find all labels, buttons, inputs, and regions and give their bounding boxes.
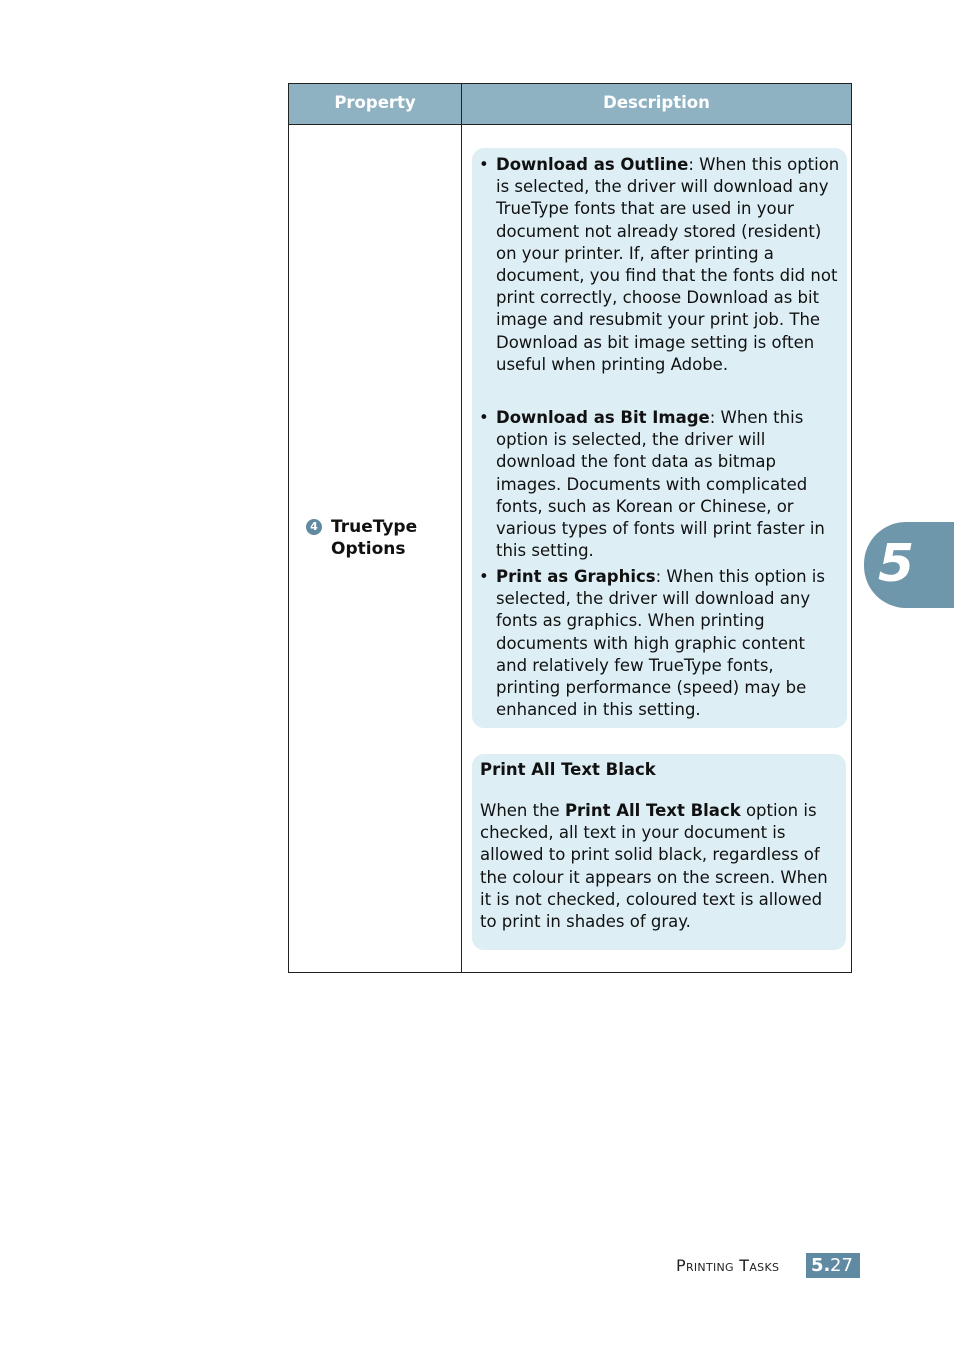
property-table [288, 83, 852, 973]
box-body [480, 800, 840, 933]
header-property: Property [334, 93, 416, 112]
body-bold: Print All Text Black [564, 801, 741, 820]
option-text: : When this option is selected, the driver will download the font data as bitmap images. Documents with complicated fonts, such as Korean or Chinese, or various types of fonts will print faster in this setting. [496, 408, 825, 561]
option-text: : When this option is selected, the driver will download any TrueType fonts that are used in your document not already stored (resident) on your printer. If, after printing a document, you find that the fonts did not print correctly, choose Download as bit image and resubmit your print job. The Download as bit image setting is often useful when printing Adobe. [496, 155, 840, 374]
option-text: : When this option is selected, the driver will download any fonts as graphics. When printing documents with high graphic content and relatively few TrueType fonts, printing performance (speed) may be enhanced in this setting. [496, 567, 825, 720]
bullet: • [479, 408, 489, 427]
number-badge: 4 [306, 519, 322, 535]
option-name: Download as Outline [496, 155, 689, 174]
option-print-as-graphics [479, 566, 841, 721]
box-title: Print All Text Black [480, 760, 656, 779]
print-all-text-black-box [472, 754, 846, 950]
footer-section: Printing Tasks [676, 1256, 780, 1275]
option-download-as-outline [479, 154, 841, 376]
option-download-as-bit-image [479, 407, 841, 562]
page-number [806, 1253, 860, 1278]
font-options-box [472, 148, 847, 728]
property-name: TrueType Options [331, 517, 418, 559]
bullet: • [479, 567, 489, 586]
header-description: Description [603, 93, 710, 112]
option-name: Download as Bit Image [496, 408, 710, 427]
body-prefix: When the [480, 801, 565, 820]
option-name: Print as Graphics [496, 567, 656, 586]
bullet: • [479, 155, 489, 174]
page-num: 27 [830, 1255, 853, 1276]
table-header [289, 84, 851, 125]
chapter-tab [864, 522, 954, 608]
body-suffix: option is checked, all text in your document is allowed to print solid black, regardless of the colour it appears on the screen. When it is not checked, coloured text is allowed to print in shades of gray. [480, 801, 828, 932]
page-chapter: 5. [811, 1255, 831, 1276]
chapter-number: 5 [878, 534, 915, 594]
column-divider [461, 84, 462, 972]
